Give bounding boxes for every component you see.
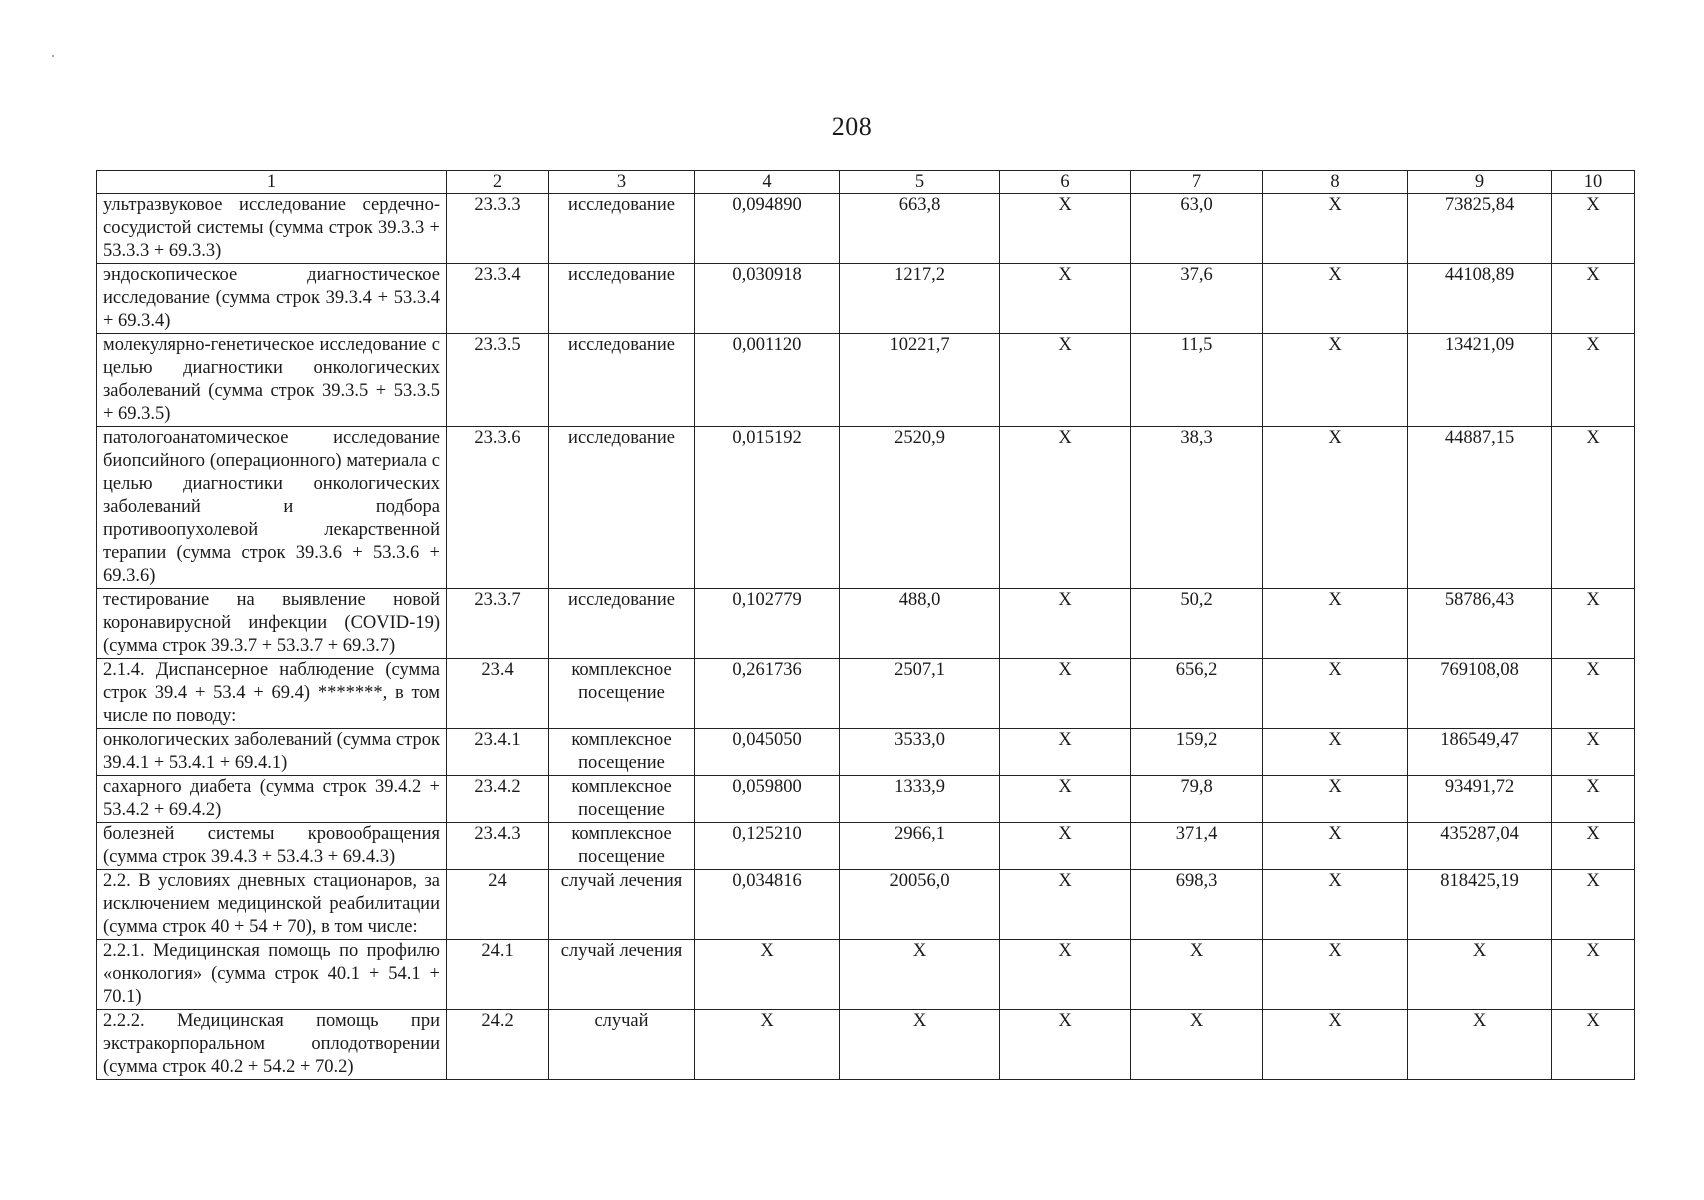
cell-col-4: 0,125210: [695, 823, 840, 870]
table-row: [97, 334, 1635, 427]
row-description: 2.2.2. Медицинская помощь при экстракорпоральном оплодотворении (сумма строк 40.2 + 54.2 + 70.2): [97, 1010, 447, 1080]
row-code: 24: [447, 870, 549, 940]
cell-col-6: X: [1000, 823, 1131, 870]
cell-col-7: 159,2: [1131, 729, 1263, 776]
table-row: [97, 870, 1635, 940]
table-row: [97, 427, 1635, 589]
row-description: ультразвуковое исследование сердечно-сосудистой системы (сумма строк 39.3.3 + 53.3.3 + 69.3.3): [97, 194, 447, 264]
cell-col-9: 435287,04: [1408, 823, 1552, 870]
cell-col-7: X: [1131, 1010, 1263, 1080]
table-row: [97, 776, 1635, 823]
row-description: тестирование на выявление новой коронавирусной инфекции (COVID-19) (сумма строк 39.3.7 + 53.3.7 + 69.3.7): [97, 589, 447, 659]
cell-col-4: 0,001120: [695, 334, 840, 427]
row-description: эндоскопическое диагностическое исследование (сумма строк 39.3.4 + 53.3.4 + 69.3.4): [97, 264, 447, 334]
cell-col-9: 769108,08: [1408, 659, 1552, 729]
scan-speck: [52, 55, 54, 57]
cell-col-4: 0,261736: [695, 659, 840, 729]
cell-col-7: 11,5: [1131, 334, 1263, 427]
cell-col-4: X: [695, 940, 840, 1010]
cell-col-10: X: [1552, 776, 1635, 823]
cell-col-9: 73825,84: [1408, 194, 1552, 264]
row-unit: исследование: [549, 194, 695, 264]
cell-col-5: 2966,1: [840, 823, 1000, 870]
cell-col-10: X: [1552, 264, 1635, 334]
cell-col-7: 698,3: [1131, 870, 1263, 940]
row-description: 2.2. В условиях дневных стационаров, за исключением медицинской реабилитации (сумма строк 40 + 54 + 70), в том числе:: [97, 870, 447, 940]
cell-col-10: X: [1552, 940, 1635, 1010]
column-header: 7: [1131, 171, 1263, 194]
page-number: 208: [831, 112, 873, 141]
table-row: [97, 823, 1635, 870]
row-code: 23.3.7: [447, 589, 549, 659]
cell-col-9: X: [1408, 940, 1552, 1010]
cell-col-7: 79,8: [1131, 776, 1263, 823]
cell-col-8: X: [1263, 589, 1408, 659]
column-header: 2: [447, 171, 549, 194]
table-row: [97, 1010, 1635, 1080]
cell-col-8: X: [1263, 334, 1408, 427]
cell-col-8: X: [1263, 264, 1408, 334]
row-code: 23.3.3: [447, 194, 549, 264]
row-code: 24.1: [447, 940, 549, 1010]
table-row: [97, 589, 1635, 659]
row-code: 23.3.4: [447, 264, 549, 334]
cell-col-10: X: [1552, 589, 1635, 659]
cell-col-6: X: [1000, 1010, 1131, 1080]
cell-col-9: 818425,19: [1408, 870, 1552, 940]
cell-col-8: X: [1263, 729, 1408, 776]
cell-col-5: 1217,2: [840, 264, 1000, 334]
cell-col-4: 0,102779: [695, 589, 840, 659]
row-code: 23.4.2: [447, 776, 549, 823]
cell-col-5: 663,8: [840, 194, 1000, 264]
cell-col-9: 13421,09: [1408, 334, 1552, 427]
cell-col-9: 44887,15: [1408, 427, 1552, 589]
cell-col-6: X: [1000, 334, 1131, 427]
cell-col-5: 2520,9: [840, 427, 1000, 589]
row-code: 23.4: [447, 659, 549, 729]
table-row: [97, 264, 1635, 334]
cell-col-8: X: [1263, 194, 1408, 264]
row-description: болезней системы кровообращения (сумма строк 39.4.3 + 53.4.3 + 69.4.3): [97, 823, 447, 870]
cell-col-6: X: [1000, 776, 1131, 823]
row-unit: исследование: [549, 334, 695, 427]
cell-col-5: 10221,7: [840, 334, 1000, 427]
cell-col-7: 37,6: [1131, 264, 1263, 334]
cell-col-8: X: [1263, 659, 1408, 729]
row-unit: случай лечения: [549, 870, 695, 940]
cell-col-8: X: [1263, 940, 1408, 1010]
cell-col-10: X: [1552, 427, 1635, 589]
cell-col-8: X: [1263, 427, 1408, 589]
row-unit: случай лечения: [549, 940, 695, 1010]
cell-col-4: 0,034816: [695, 870, 840, 940]
table-body: [97, 194, 1635, 1080]
cell-col-10: X: [1552, 659, 1635, 729]
cell-col-6: X: [1000, 940, 1131, 1010]
column-number-row: [97, 171, 1635, 194]
cell-col-7: 371,4: [1131, 823, 1263, 870]
row-code: 24.2: [447, 1010, 549, 1080]
cell-col-9: 93491,72: [1408, 776, 1552, 823]
cell-col-5: 3533,0: [840, 729, 1000, 776]
cell-col-10: X: [1552, 334, 1635, 427]
cell-col-8: X: [1263, 1010, 1408, 1080]
cell-col-6: X: [1000, 589, 1131, 659]
column-header: 5: [840, 171, 1000, 194]
cell-col-6: X: [1000, 659, 1131, 729]
column-header: 3: [549, 171, 695, 194]
cell-col-10: X: [1552, 194, 1635, 264]
cell-col-10: X: [1552, 1010, 1635, 1080]
row-unit: комплексное посещение: [549, 659, 695, 729]
cell-col-9: 186549,47: [1408, 729, 1552, 776]
row-unit: исследование: [549, 264, 695, 334]
cell-col-7: 63,0: [1131, 194, 1263, 264]
data-table: [96, 170, 1635, 1080]
cell-col-4: 0,094890: [695, 194, 840, 264]
cell-col-4: 0,059800: [695, 776, 840, 823]
cell-col-5: 20056,0: [840, 870, 1000, 940]
row-code: 23.3.5: [447, 334, 549, 427]
row-unit: комплексное посещение: [549, 823, 695, 870]
column-header: 1: [97, 171, 447, 194]
cell-col-7: 50,2: [1131, 589, 1263, 659]
table-row: [97, 729, 1635, 776]
row-unit: комплексное посещение: [549, 729, 695, 776]
cell-col-5: 1333,9: [840, 776, 1000, 823]
cell-col-5: X: [840, 1010, 1000, 1080]
cell-col-6: X: [1000, 194, 1131, 264]
cell-col-9: X: [1408, 1010, 1552, 1080]
cell-col-8: X: [1263, 870, 1408, 940]
cell-col-8: X: [1263, 823, 1408, 870]
cell-col-7: X: [1131, 940, 1263, 1010]
cell-col-4: 0,030918: [695, 264, 840, 334]
cell-col-8: X: [1263, 776, 1408, 823]
table-row: [97, 659, 1635, 729]
cell-col-10: X: [1552, 729, 1635, 776]
row-unit: исследование: [549, 427, 695, 589]
column-header: 9: [1408, 171, 1552, 194]
cell-col-6: X: [1000, 870, 1131, 940]
row-unit: исследование: [549, 589, 695, 659]
row-description: сахарного диабета (сумма строк 39.4.2 + 53.4.2 + 69.4.2): [97, 776, 447, 823]
cell-col-4: 0,045050: [695, 729, 840, 776]
cell-col-4: 0,015192: [695, 427, 840, 589]
column-header: 8: [1263, 171, 1408, 194]
row-description: патологоанатомическое исследование биопсийного (операционного) материала с целью диагностики онкологических заболеваний и подбора противоопухолевой лекарственной терапии (сумма строк 39.3.6 + 53.3.6 + 69.3.6): [97, 427, 447, 589]
cell-col-5: X: [840, 940, 1000, 1010]
cell-col-7: 656,2: [1131, 659, 1263, 729]
cell-col-5: 488,0: [840, 589, 1000, 659]
row-code: 23.4.3: [447, 823, 549, 870]
row-description: молекулярно-генетическое исследование с целью диагностики онкологических заболеваний (сумма строк 39.3.5 + 53.3.5 + 69.3.5): [97, 334, 447, 427]
cell-col-10: X: [1552, 870, 1635, 940]
cell-col-4: X: [695, 1010, 840, 1080]
row-description: 2.2.1. Медицинская помощь по профилю «онкология» (сумма строк 40.1 + 54.1 + 70.1): [97, 940, 447, 1010]
row-unit: случай: [549, 1010, 695, 1080]
cell-col-6: X: [1000, 264, 1131, 334]
cell-col-7: 38,3: [1131, 427, 1263, 589]
row-description: 2.1.4. Диспансерное наблюдение (сумма строк 39.4 + 53.4 + 69.4) *******, в том числе по поводу:: [97, 659, 447, 729]
row-code: 23.4.1: [447, 729, 549, 776]
table-row: [97, 194, 1635, 264]
row-unit: комплексное посещение: [549, 776, 695, 823]
cell-col-6: X: [1000, 427, 1131, 589]
column-header: 4: [695, 171, 840, 194]
column-header: 6: [1000, 171, 1131, 194]
cell-col-5: 2507,1: [840, 659, 1000, 729]
cell-col-9: 44108,89: [1408, 264, 1552, 334]
column-header: 10: [1552, 171, 1635, 194]
row-code: 23.3.6: [447, 427, 549, 589]
row-description: онкологических заболеваний (сумма строк 39.4.1 + 53.4.1 + 69.4.1): [97, 729, 447, 776]
table-row: [97, 940, 1635, 1010]
cell-col-10: X: [1552, 823, 1635, 870]
cell-col-6: X: [1000, 729, 1131, 776]
cell-col-9: 58786,43: [1408, 589, 1552, 659]
